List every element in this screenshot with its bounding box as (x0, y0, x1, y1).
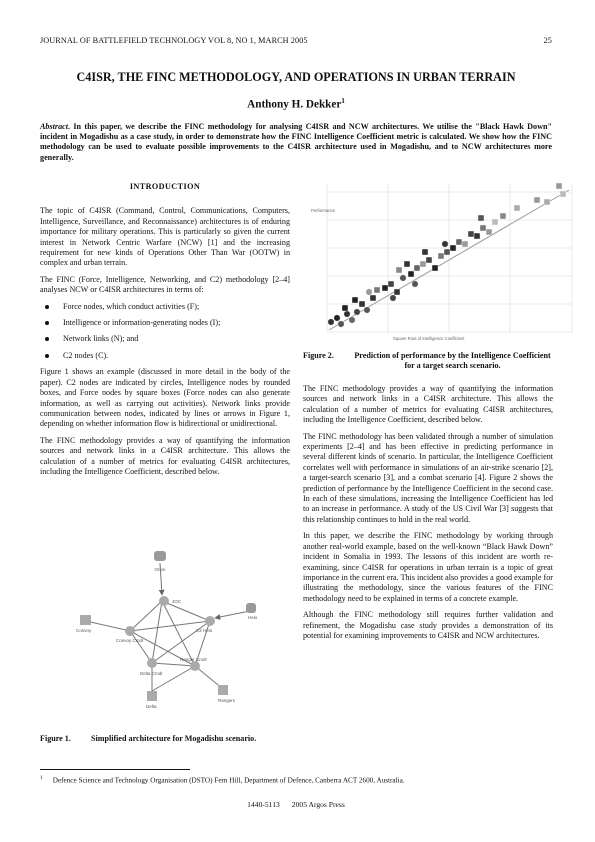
data-point (328, 319, 334, 325)
copyright: 2005 Argos Press (291, 800, 345, 809)
figure-2-caption (303, 351, 553, 372)
node-convoy (80, 615, 91, 625)
node-convoy-cmdr (125, 626, 135, 636)
data-point (342, 305, 348, 311)
data-point (420, 261, 426, 267)
data-point (492, 219, 498, 225)
data-point (534, 197, 540, 203)
intro-paragraph-3: Figure 1 shows an example (discussed in more detail in the body of the paper). C2 nodes are indicated by circles, Intelligence nodes by rounded boxes, and Force nodes by square boxes (Force nodes can also generate information, as well as carrying out activities). Network links provide communication between nodes, indicated by lines or arrows in Figure 1, depending on whether information flow is bidirectional or unidirectional. (40, 367, 290, 429)
link-joc-c2helo (162, 601, 210, 621)
data-point (478, 215, 484, 221)
figure-1-caption-text: Simplified architecture for Mogadishu scenario. (91, 734, 257, 744)
running-head (40, 36, 552, 45)
page-number: 25 (543, 36, 552, 45)
data-point (556, 183, 562, 189)
node-convoy-cmdr-label: Convoy Cmdr (116, 638, 144, 643)
node-ranger-cmdr (190, 661, 200, 671)
data-point (412, 281, 418, 287)
paper-title: C4ISR, THE FINC METHODOLOGY, AND OPERATIONS IN URBAN TERRAIN (76, 70, 516, 84)
data-point (426, 257, 432, 263)
data-point (364, 307, 370, 313)
data-point (388, 281, 394, 287)
body-paragraph-4: Although the FINC methodology still requires further validation and refinement, the Mogadishu case study provides a demonstration of its potential for examining improvements to C4ISR and NCW architectures. (303, 610, 553, 640)
list-item: Intelligence or information-generating nodes (I); (40, 318, 290, 328)
data-point (396, 267, 402, 273)
network-links (86, 563, 250, 691)
node-c2-helo-label: C2 Helo (196, 628, 213, 633)
abstract-label: Abstract (40, 122, 68, 131)
finc-component-list (40, 302, 290, 362)
link-convoycmdr-deltacmdr (130, 631, 152, 663)
data-point (422, 249, 428, 255)
intro-paragraph-4: The FINC methodology provides a way of quantifying the information sources and network links in a C4ISR architecture. This allows the calculation of a number of metrics for evaluating C4ISR architectures, including the Intelligence Coefficient, described below. (40, 435, 290, 476)
right-column (303, 384, 553, 647)
bullet-icon (45, 305, 49, 309)
page-footer (40, 800, 552, 809)
link-joc-deltacmdr (152, 601, 162, 663)
data-point (480, 225, 486, 231)
list-item: Force nodes, which conduct activities (F); (40, 302, 290, 312)
figure-1-number: Figure 1. (40, 734, 71, 743)
data-point (442, 241, 448, 247)
data-point (438, 253, 444, 259)
data-point (474, 233, 480, 239)
data-point (486, 229, 492, 235)
node-joc-label: JOC (172, 599, 181, 604)
abstract (40, 122, 552, 163)
link-convoycmdr-convoy (86, 621, 130, 631)
author (40, 97, 552, 111)
data-point (414, 265, 420, 271)
data-point (450, 245, 456, 251)
data-point (349, 317, 355, 323)
bullet-icon (45, 321, 49, 325)
node-helo (246, 603, 256, 613)
data-point (344, 311, 350, 317)
y-axis-label: Performance (311, 208, 335, 213)
node-delta-cmdr (147, 658, 157, 668)
data-point (390, 295, 396, 301)
footnote-rule (40, 769, 190, 770)
body-paragraph-1: The FINC methodology provides a way of quantifying the information sources and network links in a C4ISR architecture. This allows the calculation of a number of metrics for evaluating C4ISR architectures, including the Intelligence Coefficient, described below. (303, 384, 553, 425)
intro-paragraph-1: The topic of C4ISR (Command, Control, Communications, Computers, Intelligence, Surveillance, and Reconnaissance) architectures is of enduring importance for military operations. This is particularly so given the current interest in Network Centric Warfare (NCW) [1] and the increasing requirement for new kinds of Operations Other Than War (OOTW) in complex and urban terrain. (40, 206, 290, 268)
data-point (514, 205, 520, 211)
data-point (354, 309, 360, 315)
link-rangercmdr-delta (152, 666, 195, 691)
issn: 1440-5113 (247, 800, 280, 809)
node-c2-helo (205, 616, 215, 626)
figure-2-scatter-plot (307, 172, 585, 345)
data-point (352, 297, 358, 303)
node-ranger-cmdr-label: Ranger Cmdr (180, 657, 208, 662)
data-point (370, 295, 376, 301)
data-point (400, 275, 406, 281)
abstract-text: . In this paper, we describe the FINC methodology for analysing C4ISR and NCW architectures. We utilise the "Black Hawk Down" incident in Mogadishu as a case study, in order to demonstrate how the FINC Intelligence Coefficient metric is calculated. We show how the FINC methodology can be used to evaluate possible improvements to the C4ISR architecture used in Mogadishu, and to NCW architectures more generally. (40, 122, 552, 162)
node-rangers-label: Rangers (218, 698, 236, 703)
list-item: Network links (N); and (40, 334, 290, 344)
data-point (544, 199, 550, 205)
figure-2-number: Figure 2. (303, 351, 334, 360)
node-delta (147, 691, 157, 701)
node-orion-label: Orion (154, 567, 166, 572)
footnote-text: Defence Science and Technology Organisation (DSTO) Fern Hill, Department of Defence, Canberra ACT 2600, Australia. (52, 776, 405, 785)
data-point (456, 239, 462, 245)
figure-1-caption (40, 734, 290, 744)
author-name: Anthony H. Dekker (247, 98, 342, 111)
node-helo-label: Helo (248, 615, 258, 620)
list-item: C2 nodes (C). (40, 351, 290, 361)
intro-paragraph-2: The FINC (Force, Intelligence, Networking, and C2) methodology [2–4] analyses NCW or C4ISR architectures in terms of: (40, 274, 290, 295)
node-orion (154, 551, 166, 561)
body-paragraph-2: The FINC methodology has been validated through a number of simulation experiments [2–4] and has been effective in predicting performance in several different kinds of scenario. In particular, the Intelligence Coefficient correlates well with performance in simulations of an air-strike scenario [2], a target-search scenario [3], and a combat scenario [4]. Figure 2 shows the prediction of performance by the Intelligence Coefficient in the second case. In each of these simulations, increasing the Intelligence Coefficient has led to an increase in performance. A study of the US Civil War [3] suggests that this relationship continues to hold in the real world. (303, 431, 553, 524)
data-point (432, 265, 438, 271)
data-point (334, 315, 340, 321)
author-footnote-mark: 1 (341, 97, 345, 105)
bullet-icon (45, 337, 49, 341)
link-joc-convoycmdr (130, 601, 162, 631)
journal-name: JOURNAL OF BATTLEFIELD TECHNOLOGY VOL 8, NO 1, MARCH 2005 (40, 36, 308, 45)
left-column (40, 182, 290, 483)
data-point (404, 261, 410, 267)
bullet-icon (45, 354, 49, 358)
node-delta-label: Delta (146, 704, 157, 709)
link-deltacmdr-rangercmdr (152, 663, 195, 666)
body-paragraph-3: In this paper, we describe the FINC methodology by working through another real-world example, based on the well-known “Black Hawk Down” incident in Somalia in 1993. The lessons of this incident are worth re-examining, since C4ISR for operations in urban terrain is a topic of great importance in the current era. This incident also provides a good example for illustrating the methodology, since the various features of the FINC methodology need to be explained in terms of a concrete example. (303, 531, 553, 603)
data-point (560, 191, 566, 197)
figure-1-network-diagram (70, 551, 270, 736)
node-joc (159, 596, 169, 606)
data-point (382, 285, 388, 291)
section-heading-introduction: INTRODUCTION (129, 182, 201, 191)
node-convoy-label: Convoy (76, 628, 92, 633)
link-helo-c2helo (215, 611, 250, 618)
x-axis-label: Square Root of Intelligence Coefficient (393, 336, 465, 341)
data-point (468, 231, 474, 237)
data-point (338, 321, 344, 327)
data-point (408, 271, 414, 277)
footnote (40, 775, 560, 784)
data-point (444, 249, 450, 255)
node-delta-cmdr-label: Delta Cmdr (140, 671, 163, 676)
data-point (374, 287, 380, 293)
footnote-mark: 1 (40, 775, 43, 781)
data-point (366, 289, 372, 295)
node-rangers (218, 685, 228, 695)
data-point (462, 241, 468, 247)
data-point (500, 213, 506, 219)
data-point (394, 289, 400, 295)
figure-2-caption-text: Prediction of performance by the Intelligence Coefficient for a target search scenario. (354, 351, 551, 371)
data-point (359, 301, 365, 307)
